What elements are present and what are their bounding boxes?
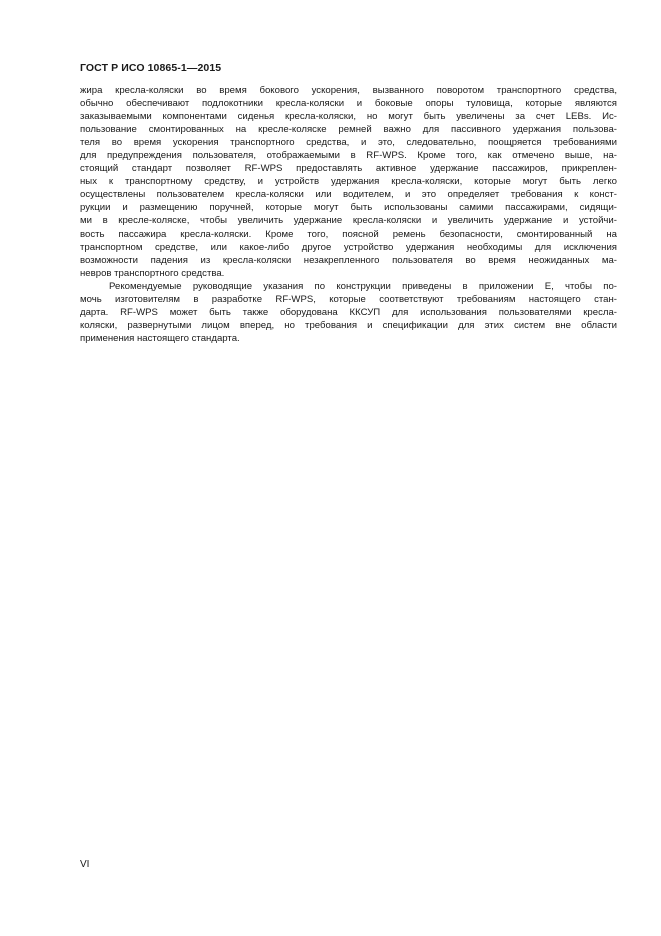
- text-line: возможности падения из кресла-коляски незакрепленного пользователя во время неожиданных ма-: [80, 254, 617, 266]
- document-body: [80, 84, 617, 345]
- document-header: ГОСТ Р ИСО 10865-1—2015: [80, 62, 222, 74]
- text-line: для предупреждения пользователя, отображаемыми в RF-WPS. Кроме того, как отмечено выше, на-: [80, 150, 617, 162]
- text-line: заказываемыми компонентами сиденья кресла-коляски, но могут быть увеличены за счет LEBs. Ис-: [80, 111, 617, 123]
- text-line: невров транспортного средства.: [80, 267, 225, 279]
- text-line: теля во время ускорения транспортного средства, и это, следовательно, поощряется требованиями: [80, 137, 617, 149]
- text-line: ных к транспортному средству, и устройств удержания кресла-коляски, которые могут быть легко: [80, 176, 617, 188]
- text-line: применения настоящего стандарта.: [80, 332, 240, 344]
- text-line: коляски, развернутыми лицом вперед, но требования и спецификации для этих систем вне области: [80, 319, 617, 331]
- text-line: рукции и размещению поручней, которые могут быть использованы самими пассажирами, сидящи-: [80, 202, 617, 214]
- text-line: стоящий стандарт позволяет RF-WPS предоставлять активное удержание пассажиров, прикреплен-: [80, 163, 617, 175]
- text-line: мочь изготовителям в разработке RF-WPS, которые соответствуют требованиям настоящего стан-: [80, 293, 617, 305]
- text-line: вость пассажира кресла-коляски. Кроме того, поясной ремень безопасности, смонтированный на: [80, 228, 617, 240]
- text-line: дарта. RF-WPS может быть также оборудована ККСУП для использования пользователями кресла-: [80, 306, 617, 318]
- text-line: обычно обеспечивают подлокотники кресла-коляски и боковые опоры туловища, которые являются: [80, 98, 617, 110]
- paragraph-1: [80, 84, 617, 280]
- paragraph-2: [80, 280, 617, 345]
- text-line: транспортном средстве, или какое-либо другое устройство удержания необходимы для исключения: [80, 241, 617, 253]
- text-line: осуществлены пользователем кресла-коляски или водителем, и это определяет требования к конст-: [80, 189, 617, 201]
- text-line: жира кресла-коляски во время бокового ускорения, вызванного поворотом транспортного средства,: [80, 85, 617, 96]
- text-line: ми в кресле-коляске, чтобы увеличить удержание кресла-коляски и увеличить удержание и устойчи-: [80, 215, 617, 227]
- page-number: VI: [80, 859, 90, 870]
- text-line: Рекомендуемые руководящие указания по конструкции приведены в приложении Е, чтобы по-: [109, 280, 617, 292]
- text-line: пользование смонтированных на кресле-коляске ремней важно для пассивного удержания пользова-: [80, 124, 617, 136]
